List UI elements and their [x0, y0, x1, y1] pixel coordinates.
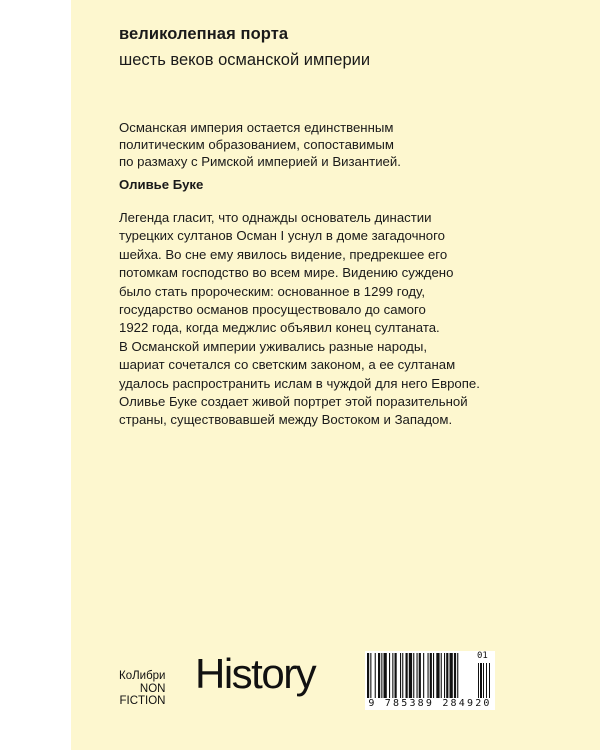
publisher-logo: [119, 670, 165, 708]
description-text: [119, 209, 559, 430]
isbn-addon: 01: [477, 651, 488, 661]
description-line: государство османов просуществовало до самого: [119, 302, 426, 318]
quote-block: [119, 119, 539, 170]
quote-line: по размаху с Римской империей и Византией.: [119, 154, 401, 169]
book-subtitle: шесть веков османской империи: [119, 51, 371, 69]
quote-line: политическим образованием, сопоставимым: [119, 137, 394, 152]
description-line: было стать пророческим: основанное в 1299 году,: [119, 283, 425, 299]
quote-author: Оливье Буке: [119, 177, 204, 192]
description-line: турецких султанов Осман I уснул в доме загадочного: [119, 228, 445, 244]
description-line: 1922 года, когда меджлис объявил конец султаната.: [119, 320, 440, 336]
description-line: страны, существовавшей между Востоком и Западом.: [119, 412, 453, 428]
description-line: Оливье Буке создает живой портрет этой поразительной: [119, 394, 468, 410]
series-line-fiction: FICTION: [119, 695, 166, 707]
publisher-name: КоЛибри: [119, 670, 166, 682]
isbn-number: 9 785389 284920: [365, 698, 495, 710]
book-title: великолепная порта: [119, 25, 289, 43]
series-logo-history: History: [195, 650, 316, 697]
series-line-non: NON: [139, 682, 166, 695]
description-line: шейха. Во сне ему явилось видение, предрекшее его: [119, 246, 448, 262]
description-line: потомкам господство во всем мире. Видению суждено: [119, 265, 454, 281]
description-line: В Османской империи уживались разные народы,: [119, 338, 427, 354]
isbn-barcode: [365, 651, 495, 723]
quote-line: Османская империя остается единственным: [119, 120, 394, 135]
description-line: удалось распространить ислам в чуждой для него Европе.: [119, 375, 480, 391]
description-line: Легенда гласит, что однажды основатель династии: [119, 210, 432, 225]
description-line: шариат сочетался со светским законом, а ее султанам: [119, 357, 456, 373]
